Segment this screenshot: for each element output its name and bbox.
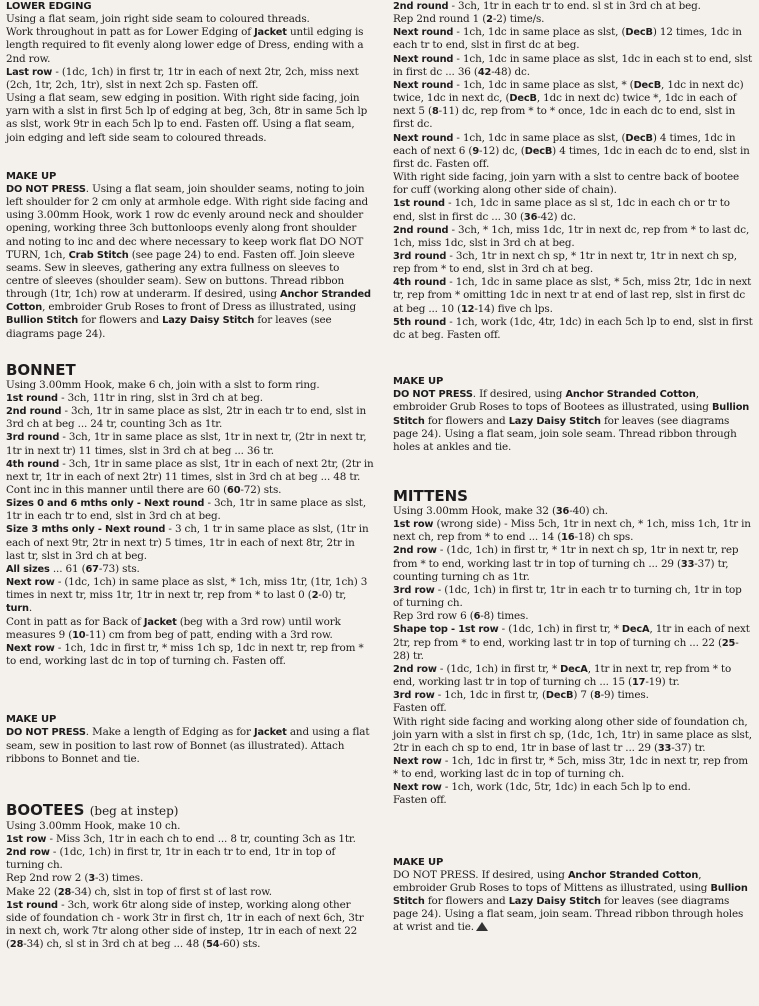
heading-make-up-mittens xyxy=(393,856,753,869)
instruction-paragraph: Last row - (1dc, 1ch) in first tr, 1tr in each of next 2tr, 2ch, miss next (2ch, 1tr, 2ch, 1tr), slst in next 2ch sp. Fasten off. xyxy=(6,65,359,91)
instruction-paragraph: Next row - 1ch, work (1dc, 5tr, 1dc) in each 5ch lp to end. xyxy=(393,781,691,794)
right-column xyxy=(393,0,753,935)
instruction-paragraph: 3rd row - 1ch, 1dc in first tr, (DecB) 7 (8-9) times. xyxy=(393,689,649,702)
instruction-paragraph: Using 3.00mm Hook, make 6 ch, join with a slst to form ring. xyxy=(6,378,320,391)
section-mittens xyxy=(393,487,753,808)
instruction-paragraph: Rep 2nd row 2 (3-3) times. xyxy=(6,872,144,885)
instruction-paragraph: Size 3 mths only - Next round - 3 ch, 1 tr in same place as slst, (1tr in each of next 9tr, 2tr in next tr) 5 times, 1tr in each of next 8tr, 2tr in last tr, slst in 3rd ch at beg. xyxy=(6,523,369,562)
instruction-paragraph: Using 3.00mm Hook, make 32 (36-40) ch. xyxy=(393,505,608,517)
instruction-paragraph: 2nd row - (1dc, 1ch) in first tr, * 1tr in next ch sp, 1tr in next tr, rep from * to end, working last tr in top of turning ch ... 29 (33-37) tr, counting turning ch as 1tr. xyxy=(393,544,739,583)
instruction-paragraph: 1st round - 1ch, 1dc in same place as sl st, 1dc in each ch or tr to end, slst in first dc ... 30 (36-42) dc. xyxy=(393,197,730,223)
section-bootees-cont xyxy=(393,0,753,342)
instruction-paragraph: 2nd round - 3ch, 1tr in each tr to end. sl st in 3rd ch at beg. xyxy=(393,0,701,12)
section-bootees xyxy=(6,801,374,952)
instruction-paragraph: Shape top - 1st row - (1dc, 1ch) in first tr, * DecA, 1tr in each of next 2tr, rep from * to end, working last tr in top of turning ch ... 22 (25-28) tr. xyxy=(393,623,750,662)
instruction-paragraph: 2nd row - (1dc, 1ch) in first tr, * DecA, 1tr in next tr, rep from * to end, working last tr in top of turning ch ... 15 (17-19) tr. xyxy=(393,662,732,689)
instruction-paragraph: Work throughout in patt as for Lower Edging of Jacket until edging is length required to fit evenly along lower edge of Dress, ending with a 2nd row. xyxy=(6,26,364,65)
heading-subtitle: (beg at instep) xyxy=(89,803,179,818)
heading-text: MAKE UP xyxy=(6,714,57,726)
instruction-paragraph: Cont inc in this manner until there are 60 (60-72) sts. xyxy=(6,484,282,496)
instruction-paragraph: All sizes ... 61 (67-73) sts. xyxy=(6,562,140,575)
instruction-paragraph: DO NOT PRESS. Using a flat seam, join shoulder seams, noting to join left shoulder for 2 cm only at armhole edge. With right side facing and using 3.00mm Hook, work 1 row dc evenly around neck and shoulder opening, working three 3ch buttonloops evenly along front shoulder and noting to inc and dec where necessary to keep work flat DO NOT TURN, 1ch, Crab Stitch (see page 24) to end. Fasten off. Join sleeve seams. Sew in sleeves, gathering any extra fullness on sleeves to centre of sleeves (shoulder seam). Sew on buttons. Thread ribbon through (1tr, 1ch) row at underarm. If desired, using Anchor Stranded Cotton, embroider Grub Roses to front of Dress as illustrated, using Bullion Stitch for flowers and Lazy Daisy Stitch for leaves (see diagrams page 24). xyxy=(6,182,371,340)
instruction-paragraph: Using 3.00mm Hook, make 10 ch. xyxy=(6,819,181,832)
instruction-paragraph: Next round - 1ch, 1dc in same place as slst, (DecB) 4 times, 1dc in each of next 6 (9-12) dc, (DecB) 4 times, 1dc in each dc to end, slst in first dc. Fasten off. xyxy=(393,131,750,170)
instruction-paragraph: DO NOT PRESS. If desired, using Anchor Stranded Cotton, embroider Grub Roses to tops of Mittens as illustrated, using Bullion Stitch for flowers and Lazy Daisy Stitch for leaves (see diagrams page 24). Using a flat seam, join seam. Thread ribbon through holes at wrist and tie. xyxy=(393,868,748,934)
instruction-paragraph: Fasten off. xyxy=(393,794,447,807)
section-make-up-bonnet xyxy=(6,713,374,766)
instruction-paragraph: With right side facing, join yarn with a slst to centre back of bootee for cuff (working along other side of chain). xyxy=(393,171,739,197)
heading-bonnet xyxy=(6,361,374,379)
instruction-paragraph: 2nd row - (1dc, 1ch) in first tr, 1tr in each tr to end, 1tr in top of turning ch. xyxy=(6,846,336,872)
heading-make-up-bonnet xyxy=(6,713,374,726)
instruction-paragraph: Using a flat seam, sew edging in position. With right side facing, join yarn with a slst in first 5ch lp of edging at beg, 3ch, 8tr in same 5ch lp as slst, work 9tr in each 5ch lp to end. Fasten off. Using a flat seam, join edging and left side seam to coloured threads. xyxy=(6,92,368,144)
instruction-paragraph: 1st round - 3ch, work 6tr along side of instep, working along other side of foundation ch - work 3tr in first ch, 1tr in each of next 6ch, 3tr in next ch, work 7tr along other side of instep, 1tr in each of next 22 (28-34) ch, sl st in 3rd ch at beg ... 48 (54-60) sts. xyxy=(6,898,364,951)
instruction-paragraph: Rep 2nd round 1 (2-2) time/s. xyxy=(393,13,545,26)
instruction-paragraph: Next row - 1ch, 1dc in first tr, * miss 1ch sp, 1dc in next tr, rep from * to end, working last dc in top of turning ch. Fasten off. xyxy=(6,641,364,668)
heading-lower-edging xyxy=(6,0,374,13)
instruction-paragraph: Sizes 0 and 6 mths only - Next round - 3ch, 1tr in same place as slst, 1tr in each tr to end, slst in 3rd ch at beg. xyxy=(6,497,366,523)
section-lower-edging xyxy=(6,0,374,145)
heading-mittens xyxy=(393,487,753,505)
left-column xyxy=(6,0,374,951)
section-make-up-bootees xyxy=(393,375,753,454)
instruction-paragraph: With right side facing and working along other side of foundation ch, join yarn with a slst in first ch sp, (1dc, 1ch, 1tr) in same place as slst, 2tr in each ch sp to end, 1tr in base of last tr ... 29 (33-37) tr. xyxy=(393,715,752,754)
instruction-paragraph: DO NOT PRESS. If desired, using Anchor Stranded Cotton, embroider Grub Roses to tops of Bootees as illustrated, using Bullion Stitch for flowers and Lazy Daisy Stitch for leaves (see diagrams page 24). Using a flat seam, join sole seam. Thread ribbon through holes at ankles and tie. xyxy=(393,388,750,453)
instruction-paragraph: Fasten off. xyxy=(393,702,447,715)
instruction-paragraph: 5th round - 1ch, work (1dc, 4tr, 1dc) in each 5ch lp to end, slst in first dc at beg. Fasten off. xyxy=(393,315,753,341)
heading-text: BOOTEES xyxy=(6,800,85,819)
instruction-paragraph: Next round - 1ch, 1dc in same place as slst, * (DecB, 1dc in next dc) twice, 1dc in next dc, (DecB, 1dc in next dc) twice *, 1dc in each of next 5 (8-11) dc, rep from * to * once, 1dc in each dc to end, slst in first dc. xyxy=(393,78,744,131)
heading-text: MAKE UP xyxy=(393,376,444,388)
instruction-paragraph: 1st row - Miss 3ch, 1tr in each ch to end ... 8 tr, counting 3ch as 1tr. xyxy=(6,832,356,845)
heading-text: MITTENS xyxy=(393,487,468,505)
instruction-paragraph: Next round - 1ch, 1dc in same place as slst, 1dc in each st to end, slst in first dc ... 36 (42-48) dc. xyxy=(393,52,753,78)
instruction-paragraph: 3rd round - 3ch, 1tr in next ch sp, * 1tr in next tr, 1tr in next ch sp, rep from * to end, slst in 3rd ch at beg. xyxy=(393,249,737,276)
instruction-paragraph: Using a flat seam, join right side seam to coloured threads. xyxy=(6,13,310,26)
heading-text: MAKE UP xyxy=(393,856,444,868)
instruction-paragraph: 1st row (wrong side) - Miss 5ch, 1tr in next ch, * 1ch, miss 1ch, 1tr in next ch, rep from * to end ... 14 (16-18) ch sps. xyxy=(393,518,751,544)
heading-make-up-bootees xyxy=(393,375,753,388)
instruction-paragraph: Next round - 1ch, 1dc in same place as slst, (DecB) 12 times, 1dc in each tr to end, slst in first dc at beg. xyxy=(393,26,742,52)
instruction-paragraph: 1st round - 3ch, 11tr in ring, slst in 3rd ch at beg. xyxy=(6,391,263,404)
heading-text: MAKE UP xyxy=(6,170,57,182)
heading-make-up-dress xyxy=(6,170,374,183)
section-bonnet xyxy=(6,361,374,668)
end-of-pattern-icon xyxy=(476,922,488,931)
instruction-paragraph: Cont in patt as for Back of Jacket (beg with a 3rd row) until work measures 9 (10-11) cm from beg of patt, ending with a 3rd row. xyxy=(6,615,341,641)
instruction-paragraph: 4th round - 1ch, 1dc in same place as slst, * 5ch, miss 2tr, 1dc in next tr, rep from * omitting 1dc in next tr at end of last rep, slst in first dc at beg ... 10 (12-14) five ch lps. xyxy=(393,276,752,315)
instruction-paragraph: Next row - 1ch, 1dc in first tr, * 5ch, miss 3tr, 1dc in next tr, rep from * to end, working last dc in top of turning ch. xyxy=(393,754,748,781)
instruction-paragraph: Make 22 (28-34) ch, slst in top of first st of last row. xyxy=(6,885,272,898)
instruction-paragraph: 4th round - 3ch, 1tr in same place as slst, 1tr in each of next 2tr, (2tr in next tr, 1tr in each of next 2tr) 11 times, slst in 3rd ch at beg ... 48 tr. xyxy=(6,457,374,483)
instruction-paragraph: Next row - (1dc, 1ch) in same place as slst, * 1ch, miss 1tr, (1tr, 1ch) 3 times in next tr, miss 1tr, 1tr in next tr, rep from * to last 0 (2-0) tr, turn. xyxy=(6,576,368,615)
heading-bootees xyxy=(6,801,374,820)
section-make-up-dress xyxy=(6,170,374,341)
section-make-up-mittens xyxy=(393,856,753,935)
instruction-paragraph: 3rd row - (1dc, 1ch) in first tr, 1tr in each tr to turning ch, 1tr in top of turning ch. xyxy=(393,583,742,610)
instruction-paragraph: Rep 3rd row 6 (6-8) times. xyxy=(393,610,529,623)
instruction-paragraph: 3rd round - 3ch, 1tr in same place as slst, 1tr in next tr, (2tr in next tr, 1tr in next tr) 11 times, slst in 3rd ch at beg ... 36 tr. xyxy=(6,431,367,457)
heading-text: BONNET xyxy=(6,360,76,379)
instruction-paragraph: 2nd round - 3ch, 1tr in same place as slst, 2tr in each tr to end, slst in 3rd ch at beg ... 24 tr, counting 3ch as 1tr. xyxy=(6,405,367,431)
instruction-paragraph: 2nd round - 3ch, * 1ch, miss 1dc, 1tr in next dc, rep from * to last dc, 1ch, miss 1dc, slst in 3rd ch at beg. xyxy=(393,223,750,249)
heading-text: LOWER EDGING xyxy=(6,1,92,12)
instruction-paragraph: DO NOT PRESS. Make a length of Edging as for Jacket and using a flat seam, sew in position to last row of Bonnet (as illustrated). Attach ribbons to Bonnet and tie. xyxy=(6,726,370,765)
